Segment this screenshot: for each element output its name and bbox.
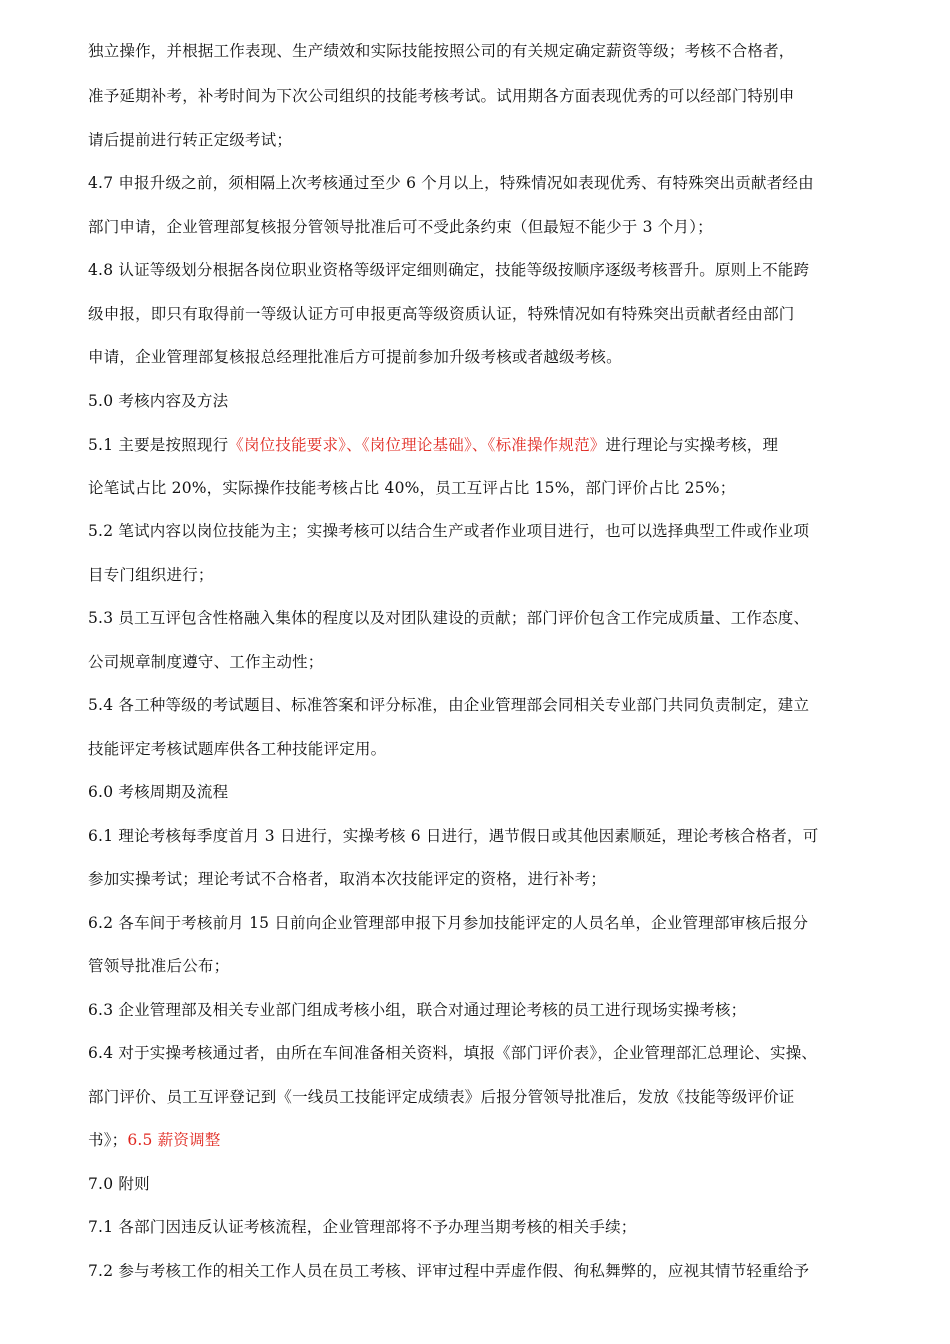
paragraph-line: 级申报，即只有取得前一等级认证方可申报更高等级资质认证，特殊情况如有特殊突出贡献者经由部门 <box>88 305 795 323</box>
paragraph-line: 准予延期补考，补考时间为下次公司组织的技能考核考试。试用期各方面表现优秀的可以经部门特别申 <box>88 87 795 105</box>
paragraph-line <box>88 434 878 456</box>
paragraph-line: 技能评定考核试题库供各工种技能评定用。 <box>88 740 387 758</box>
highlighted-text: 6.5 薪资调整 <box>127 1131 221 1149</box>
paragraph-line: 4.7 申报升级之前，须相隔上次考核通过至少 6 个月以上，特殊情况如表现优秀、有特殊突出贡献者经由 <box>88 174 814 192</box>
paragraph-line: 目专门组织进行； <box>88 566 214 584</box>
paragraph-line: 5.3 员工互评包含性格融入集体的程度以及对团队建设的贡献；部门评价包含工作完成质量、工作态度、 <box>88 609 810 627</box>
paragraph-line: 7.1 各部门因违反认证考核流程，企业管理部将不予办理当期考核的相关手续； <box>88 1218 637 1236</box>
highlighted-text: 《岗位技能要求》、《岗位理论基础》、《标准操作规范》 <box>228 436 606 454</box>
paragraph-line: 请后提前进行转正定级考试； <box>88 131 293 149</box>
line-text: 5.1 主要是按照现行 <box>88 436 229 454</box>
section-heading: 6.0 考核周期及流程 <box>88 783 229 801</box>
paragraph-line: 6.3 企业管理部及相关专业部门组成考核小组，联合对通过理论考核的员工进行现场实操考核； <box>88 1001 747 1019</box>
paragraph-line: 部门评价、员工互评登记到《一线员工技能评定成绩表》后报分管领导批准后，发放《技能等级评价证 <box>88 1088 795 1106</box>
paragraph-line: 部门申请，企业管理部复核报分管领导批准后可不受此条约束（但最短不能少于 3 个月）； <box>88 218 713 236</box>
paragraph-line: 独立操作，并根据工作表现、生产绩效和实际技能按照公司的有关规定确定薪资等级；考核不合格者， <box>88 42 795 60</box>
paragraph-line: 4.8 认证等级划分根据各岗位职业资格等级评定细则确定，技能等级按顺序逐级考核晋升。原则上不能跨 <box>88 261 810 279</box>
paragraph-line: 6.1 理论考核每季度首月 3 日进行，实操考核 6 日进行，遇节假日或其他因素顺延，理论考核合格者，可 <box>88 827 819 845</box>
paragraph-line: 5.2 笔试内容以岗位技能为主；实操考核可以结合生产或者作业项目进行，也可以选择典型工件或作业项 <box>88 522 810 540</box>
paragraph-line: 公司规章制度遵守、工作主动性； <box>88 653 324 671</box>
paragraph-line: 6.4 对于实操考核通过者，由所在车间准备相关资料，填报《部门评价表》，企业管理部汇总理论、实操、 <box>88 1044 818 1062</box>
paragraph-line: 论笔试占比 20%，实际操作技能考核占比 40%，员工互评占比 15%，部门评价占比 25%； <box>88 479 736 497</box>
line-text: 书》； <box>88 1131 128 1149</box>
section-heading: 7.0 附则 <box>88 1175 150 1193</box>
section-heading: 5.0 考核内容及方法 <box>88 392 229 410</box>
paragraph-line: 5.4 各工种等级的考试题目、标准答案和评分标准，由企业管理部会同相关专业部门共同负责制定，建立 <box>88 696 810 714</box>
paragraph-line: 7.2 参与考核工作的相关工作人员在员工考核、评审过程中弄虚作假、徇私舞弊的，应视其情节轻重给予 <box>88 1262 810 1280</box>
paragraph-line <box>88 1129 878 1151</box>
paragraph-line: 申请，企业管理部复核报总经理批准后方可提前参加升级考核或者越级考核。 <box>88 348 622 366</box>
line-text: 进行理论与实操考核，理 <box>605 436 779 454</box>
paragraph-line: 参加实操考试；理论考试不合格者，取消本次技能评定的资格，进行补考； <box>88 870 607 888</box>
paragraph-line: 6.2 各车间于考核前月 15 日前向企业管理部申报下月参加技能评定的人员名单，企业管理部审核后报分 <box>88 914 809 932</box>
paragraph-line: 管领导批准后公布； <box>88 957 230 975</box>
